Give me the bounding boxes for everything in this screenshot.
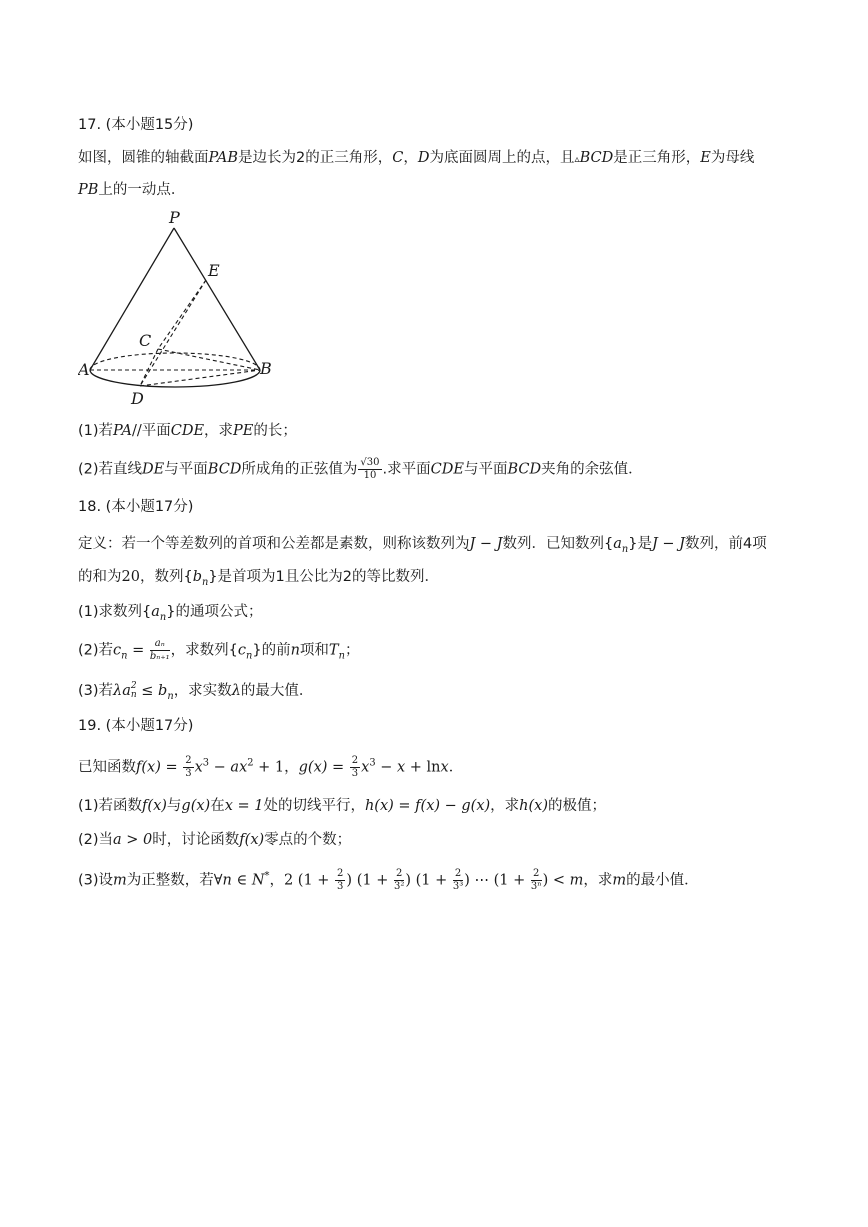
- problem-18-question-2: [78, 639, 808, 662]
- segment-DB: [140, 370, 260, 386]
- heading-text: 19. (本小题17分): [78, 718, 194, 734]
- label-C: C: [139, 331, 152, 350]
- problem-18-question-3: [78, 681, 808, 701]
- text: 数列．已知数列{: [502, 536, 614, 552]
- problem-18-definition-line2: [78, 567, 808, 587]
- text: }的前: [252, 642, 291, 659]
- math-PE: PE: [233, 423, 254, 439]
- math-g-def: g(x) =: [298, 759, 349, 776]
- triangle-symbol: ▵: [574, 154, 580, 165]
- math-c: c: [237, 642, 246, 659]
- problem-17-question-2: [78, 458, 808, 481]
- generatrix-PB: [174, 228, 260, 370]
- math-J-J: J − J: [469, 536, 503, 552]
- fraction-numerator: aₙ: [150, 639, 170, 651]
- math-x-equals-1: x = 1: [224, 798, 264, 814]
- math-lambda-a: λa: [113, 683, 131, 699]
- paren-close: ): [346, 872, 353, 889]
- math-BCD: BCD: [207, 461, 242, 478]
- text: .求平面: [382, 461, 431, 478]
- fraction-denominator: 3: [351, 768, 359, 779]
- math-2: 2: [283, 872, 294, 889]
- subscript-n: n: [130, 690, 137, 700]
- problem-17-question-1: [78, 421, 808, 441]
- fraction-an-over-bn1: [150, 639, 170, 662]
- subscript-n: n: [159, 611, 167, 623]
- text: ，求: [204, 423, 234, 439]
- text: ，: [403, 150, 418, 166]
- text: ，求: [490, 798, 520, 814]
- ellipsis-paren-open: ⋯ (1 +: [469, 872, 530, 889]
- base-ellipse-back: [90, 353, 260, 370]
- fraction-sqrt30-over-10: [358, 458, 381, 481]
- text: (1)若: [78, 423, 114, 439]
- text: 数列，前4项: [684, 536, 767, 552]
- text: 的极值；: [548, 798, 607, 814]
- fraction-denominator: 10: [363, 470, 377, 481]
- exponent-3: 3: [369, 757, 376, 769]
- text: ；: [344, 642, 360, 659]
- math-minus-ax: − ax: [209, 759, 248, 776]
- math-h-def: h(x) = f(x) − g(x): [364, 798, 491, 814]
- math-PB: PB: [78, 182, 99, 198]
- math-C: C: [392, 150, 404, 166]
- math-lambda: λ: [231, 683, 241, 699]
- text: 已知函数: [78, 759, 136, 776]
- text: 为底面圆周上的点，且: [429, 150, 575, 166]
- fraction-numerator: 2: [337, 868, 344, 879]
- label-B: B: [260, 359, 272, 378]
- text: ．: [448, 759, 464, 776]
- problem-17-intro-line2: [78, 180, 808, 200]
- text: 与平面: [164, 461, 208, 478]
- fraction-2-over-3-n: [531, 869, 542, 892]
- math-20: 20: [121, 569, 140, 585]
- math-c: c: [113, 642, 122, 659]
- text: ，求数列{: [170, 642, 238, 659]
- fraction-numerator: 2: [185, 755, 192, 766]
- math-g: g(x): [181, 798, 211, 814]
- math-PAB: PAB: [208, 150, 239, 166]
- math-E: E: [700, 150, 711, 166]
- math-D: D: [417, 150, 430, 166]
- text: 与平面: [463, 461, 508, 478]
- text: 上的一动点．: [98, 182, 186, 198]
- text: ，求: [583, 872, 613, 889]
- math-BCD: BCD: [579, 150, 614, 166]
- exponent-2: 2: [247, 757, 254, 769]
- fraction-2-3: [350, 756, 360, 779]
- fraction-denominator: 3²: [393, 881, 405, 892]
- math-m: m: [569, 872, 584, 889]
- fraction-denominator: 3ⁿ: [530, 881, 542, 892]
- math-J-J: J − J: [651, 536, 685, 552]
- problem-18-heading: [78, 497, 808, 517]
- text: 项和: [299, 642, 329, 659]
- text: ，数列{: [139, 569, 193, 585]
- math-a: a: [613, 536, 622, 552]
- text: 的长；: [253, 423, 297, 439]
- math-f-def: f(x) =: [136, 759, 183, 776]
- text: 平面: [141, 423, 171, 439]
- paren-open: (1 +: [293, 872, 335, 889]
- math-minus-x-plus: − x +: [375, 759, 427, 776]
- paren-close: ): [405, 872, 411, 889]
- fraction-2-3: [183, 756, 193, 779]
- text: (2)当: [78, 832, 114, 848]
- text: ，: [284, 759, 299, 776]
- problem-18-definition-line1: [78, 534, 808, 554]
- math-a: a: [151, 604, 160, 620]
- problem-19-question-1: [78, 796, 808, 816]
- math-m: m: [612, 872, 627, 889]
- math-f: f(x): [142, 798, 167, 814]
- math-x: x: [361, 759, 370, 776]
- text: }是首项为1且公比为2的等比数列．: [208, 569, 440, 585]
- text: 是边长为2的正三角形，: [238, 150, 393, 166]
- text: (2)若: [78, 642, 114, 659]
- fraction-denominator: bₙ₊₁: [149, 651, 170, 662]
- fraction-numerator: 2: [454, 868, 462, 879]
- paren-open: (1 +: [352, 872, 393, 889]
- text: 的最小值．: [626, 872, 699, 889]
- text: (2)若直线: [78, 461, 143, 478]
- math-a-gt-0: a > 0: [113, 832, 153, 848]
- math-BCD: BCD: [507, 461, 542, 478]
- text: 零点的个数；: [264, 832, 352, 848]
- base-ellipse-front: [90, 370, 260, 387]
- fraction-numerator: 2: [531, 869, 542, 881]
- math-CDE: CDE: [430, 461, 464, 478]
- fraction-numerator: 2: [395, 868, 403, 879]
- math-forall-n: ∀n ∈ N: [213, 872, 265, 889]
- problem-19-given: [78, 756, 808, 779]
- text: 是正三角形，: [613, 150, 701, 166]
- math-m: m: [113, 872, 127, 889]
- text: (3)若: [78, 683, 114, 699]
- fraction-2-over-3-cubed: [453, 869, 463, 892]
- problem-17-heading: [78, 115, 808, 135]
- problem-19-heading: [78, 716, 808, 736]
- text: 的和为: [78, 569, 122, 585]
- text: 为正整数，若: [126, 872, 214, 889]
- text: ，: [269, 872, 284, 889]
- text: 定义：若一个等差数列的首项和公差都是素数，则称该数列为: [78, 536, 470, 552]
- problem-19-question-2: [78, 830, 808, 850]
- cone-figure: [78, 210, 278, 410]
- problem-17-intro-line1: [78, 148, 808, 170]
- subscript-n: n: [201, 576, 209, 588]
- label-A: A: [78, 360, 90, 379]
- exponent-3: 3: [202, 757, 210, 769]
- math-PA: PA: [113, 423, 132, 439]
- math-ln: ln: [426, 759, 441, 776]
- text: 的最大值．: [240, 683, 314, 699]
- label-P: P: [169, 210, 180, 227]
- text: 为母线: [710, 150, 755, 166]
- subscript-n: n: [621, 543, 629, 555]
- paren-close: ): [464, 872, 470, 889]
- text: ，求实数: [173, 683, 232, 699]
- problem-19-question-3: [78, 869, 808, 892]
- text: (3)设: [78, 872, 114, 889]
- math-x: x: [194, 759, 203, 776]
- problem-18-question-1: [78, 602, 808, 622]
- text: (1)若函数: [78, 798, 143, 814]
- heading-text: 18. (本小题17分): [78, 499, 194, 515]
- subscript-n: n: [246, 650, 253, 662]
- text: 时，讨论函数: [152, 832, 240, 848]
- text: 所成角的正弦值为: [241, 461, 358, 478]
- parallel-symbol: //: [131, 423, 142, 439]
- fraction-numerator: √30: [360, 457, 380, 468]
- paren-close-lt: ) <: [542, 872, 570, 889]
- generatrix-PA: [90, 228, 174, 370]
- superscript-star: *: [264, 870, 270, 882]
- text: 在: [210, 798, 225, 814]
- text: 与: [166, 798, 182, 814]
- subscript-n: n: [167, 690, 174, 702]
- math-b: b: [192, 569, 202, 585]
- text: (1)求数列{: [78, 604, 152, 620]
- heading-text: 17. (本小题15分): [78, 117, 194, 133]
- segment-CB: [158, 349, 260, 370]
- fraction-2-over-3: [335, 869, 345, 892]
- text: 处的切线平行，: [263, 798, 365, 814]
- label-D: D: [131, 389, 144, 408]
- segment-EC: [158, 280, 206, 349]
- math-plus-1: + 1: [253, 759, 285, 776]
- math-n: n: [290, 642, 300, 659]
- text: }的通项公式；: [166, 604, 263, 620]
- text: 夹角的余弦值．: [541, 461, 643, 478]
- math-x: x: [440, 759, 449, 776]
- fraction-numerator: 2: [351, 755, 359, 766]
- fraction-denominator: 3: [337, 881, 344, 892]
- math-T: T: [328, 642, 339, 659]
- subscript-n: n: [121, 650, 128, 662]
- paren-open: (1 +: [411, 872, 452, 889]
- subscript-n: n: [338, 650, 345, 662]
- math-DE: DE: [142, 461, 165, 478]
- text: 如图，圆锥的轴截面: [78, 150, 209, 166]
- math-CDE: CDE: [170, 423, 205, 439]
- text: }是: [628, 536, 652, 552]
- math-h: h(x): [519, 798, 549, 814]
- equals-sign: =: [127, 642, 149, 659]
- math-le-b: ≤ b: [136, 683, 168, 699]
- fraction-2-over-3-squared: [394, 869, 404, 892]
- math-f: f(x): [239, 832, 265, 848]
- fraction-denominator: 3³: [452, 881, 464, 892]
- label-E: E: [208, 261, 220, 280]
- fraction-denominator: 3: [185, 768, 192, 779]
- superscript-2: 2: [130, 681, 137, 691]
